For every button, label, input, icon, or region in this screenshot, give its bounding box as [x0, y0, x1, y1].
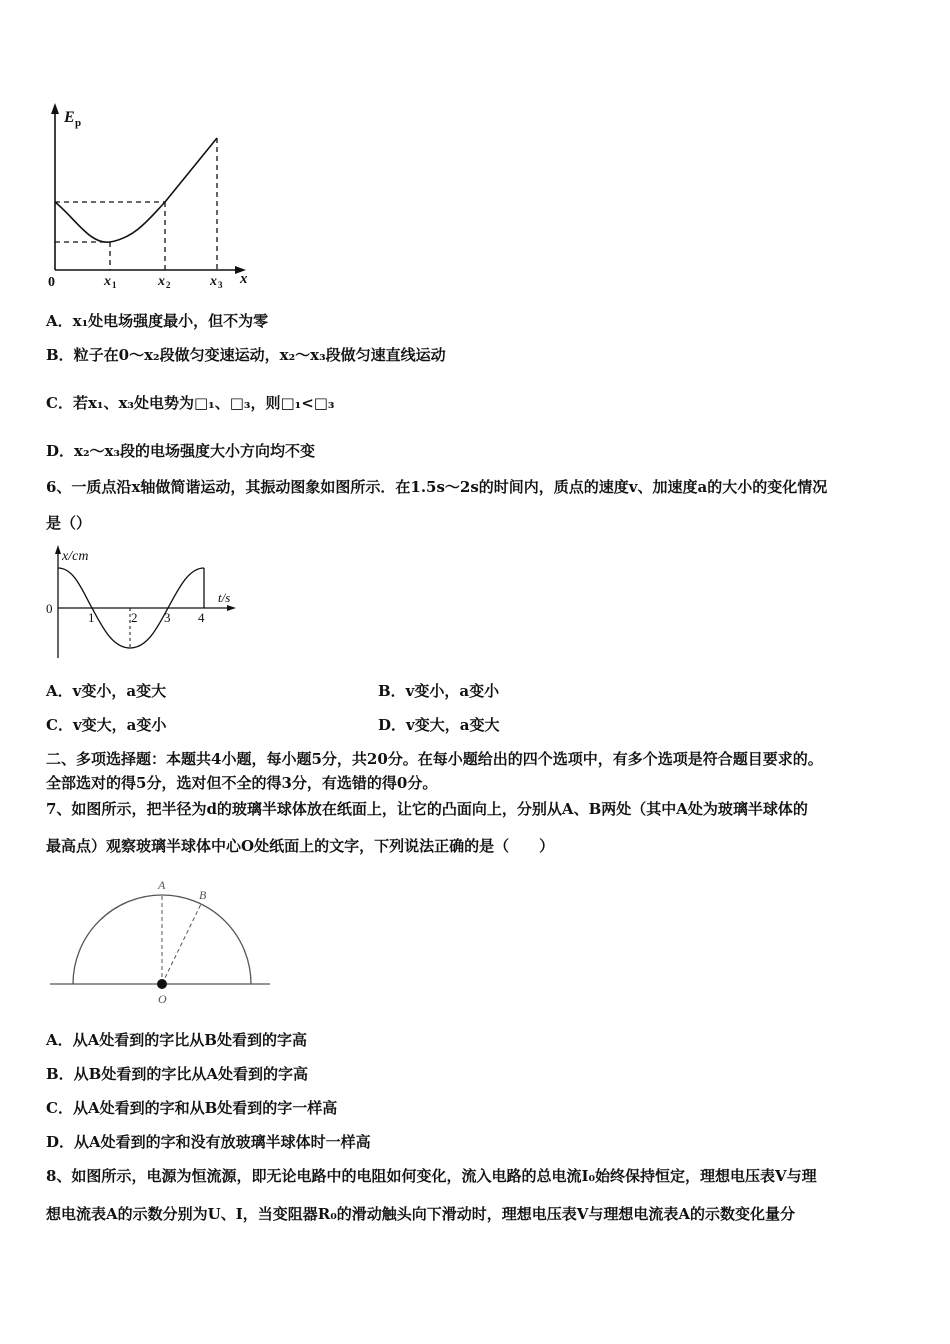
section2-heading-line-1: 二、多项选择题：本题共4小题，每小题5分，共20分。在每小题给出的四个选项中，有多个选项是符合题目要求的。 — [46, 750, 823, 768]
ep-y-arrow — [51, 103, 59, 114]
q6-stem-line-1: 6、一质点沿x轴做简谐运动，其振动图象如图所示．在1.5s～2s的时间内，质点的速度v、加速度a的大小的变化情况 — [46, 478, 828, 496]
q6-stem-line-2: 是（） — [46, 514, 92, 532]
xt-y-arrow — [55, 545, 61, 554]
ep-x1-label: x — [104, 274, 111, 289]
q6-option-c: C．v变大，a变小 — [46, 716, 167, 734]
ep-x-graph — [40, 100, 260, 290]
xt-tick-2: 2 — [131, 610, 138, 625]
hemisphere-figure — [48, 872, 272, 1007]
q6-option-a: A．v变小，a变大 — [46, 682, 167, 700]
section2-heading-line-2: 全部选对的得5分，选对但不全的得3分，有选错的得0分。 — [46, 774, 438, 792]
ep-x3-label: x — [210, 274, 217, 289]
q5-option-a: A．x₁处电场强度最小，但不为零 — [46, 312, 269, 330]
label-o: O — [158, 992, 167, 1006]
q7-option-a: A．从A处看到的字比从B处看到的字高 — [46, 1031, 307, 1049]
q8-stem-line-1: 8、如图所示，电源为恒流源，即无论电路中的电阻如何变化，流入电路的总电流I₀始终保持恒定，理想电压表V与理 — [46, 1167, 817, 1185]
xt-graph — [40, 540, 240, 665]
label-b: B — [199, 888, 207, 902]
xt-tick-4: 4 — [198, 610, 205, 625]
ep-y-label: E — [64, 109, 75, 126]
ep-x1-sub: 1 — [112, 280, 117, 290]
xt-t-arrow — [227, 605, 236, 611]
q5-option-d: D．x₂～x₃段的电场强度大小方向均不变 — [46, 442, 316, 460]
ep-curve — [55, 138, 217, 242]
ep-x2-sub: 2 — [166, 280, 171, 290]
ep-origin: 0 — [48, 275, 55, 290]
q7-stem-line-2: 最高点）观察玻璃半球体中心O处纸面上的文字，下列说法正确的是（ ） — [46, 837, 555, 855]
ep-y-sub: p — [75, 117, 82, 129]
q5-option-b: B．粒子在0～x₂段做匀变速运动，x₂～x₃段做匀速直线运动 — [46, 346, 446, 364]
q7-option-b: B．从B处看到的字比从A处看到的字高 — [46, 1065, 308, 1083]
ep-x3-sub: 3 — [218, 280, 223, 290]
ep-x-label: x — [240, 271, 248, 287]
q6-option-b: B．v变小，a变小 — [378, 682, 500, 700]
xt-origin: 0 — [46, 601, 53, 616]
q5-option-c: C．若x₁、x₃处电势为□₁、□₃，则□₁<□₃ — [46, 394, 335, 412]
q7-stem-line-1: 7、如图所示，把半径为d的玻璃半球体放在纸面上，让它的凸面向上，分别从A、B两处（其中A处为玻璃半球体的 — [46, 800, 808, 818]
q8-stem-line-2: 想电流表A的示数分别为U、I，当变阻器R₀的滑动触头向下滑动时，理想电压表V与理想电流表A的示数变化量分 — [46, 1205, 796, 1223]
xt-tick-1: 1 — [88, 610, 95, 625]
q7-option-c: C．从A处看到的字和从B处看到的字一样高 — [46, 1099, 338, 1117]
dash-o-to-b — [162, 904, 201, 984]
center-point-o — [157, 979, 167, 989]
ep-x2-label: x — [158, 274, 165, 289]
q7-option-d: D．从A处看到的字和没有放玻璃半球体时一样高 — [46, 1133, 371, 1151]
xt-t-label: t/s — [218, 590, 231, 605]
q6-option-d: D．v变大，a变大 — [378, 716, 500, 734]
xt-tick-3: 3 — [164, 610, 171, 625]
label-a: A — [158, 878, 166, 892]
xt-y-label: x/cm — [62, 549, 89, 564]
